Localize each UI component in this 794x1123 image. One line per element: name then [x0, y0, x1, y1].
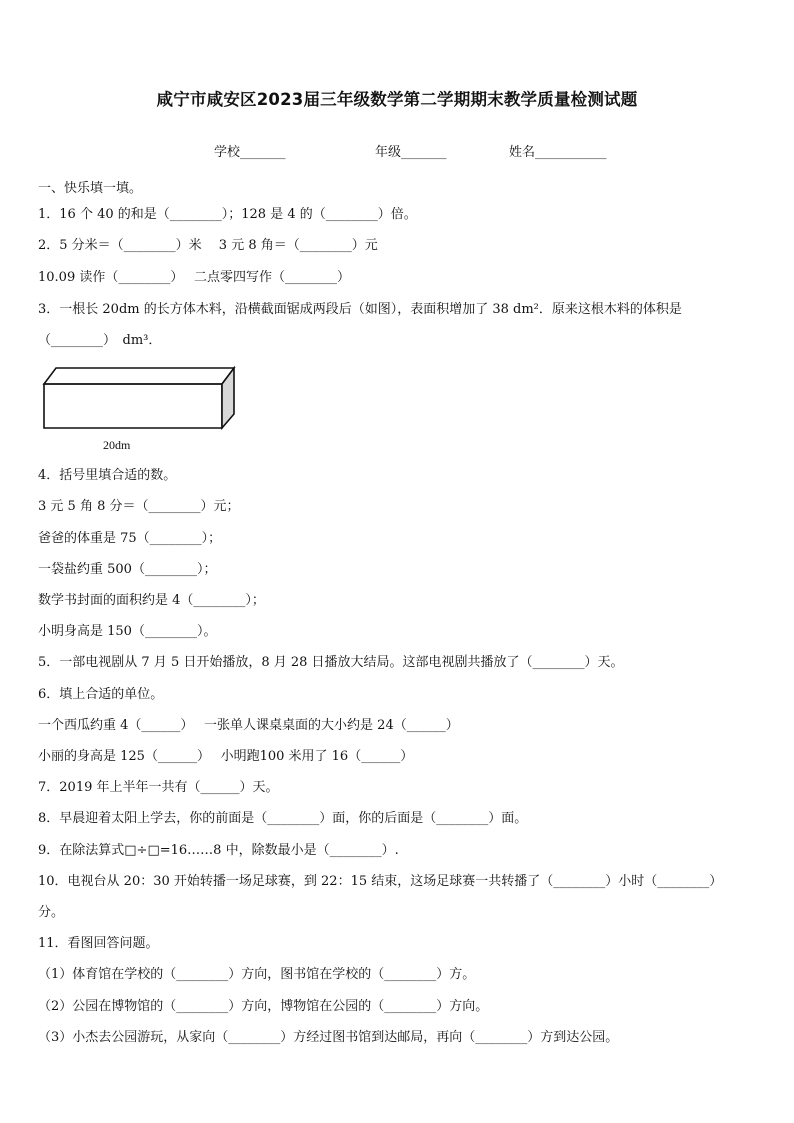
question-4-item: 一袋盐约重 500（________）；: [38, 562, 217, 577]
question-11-part-3: （3）小杰去公园游玩，从家向（________）方经过图书馆到达邮局，再向（________）方到达公园。: [38, 1030, 619, 1045]
cuboid-top-face: [44, 368, 234, 384]
question-10: 10．电视台从 20：30 开始转播一场足球赛，到 22：15 结束，这场足球赛一共转播了（________）小时（________）: [38, 874, 723, 889]
question-3-cont: （________） dm³．: [38, 333, 162, 348]
question-11: 11．看图回答问题。: [38, 936, 159, 951]
page-title: 咸宁市咸安区2023届三年级数学第二学期期末教学质量检测试题: [156, 90, 638, 109]
question-4-item: 小明身高是 150（________）。: [38, 624, 217, 639]
section-heading: 一、快乐填一填。: [38, 181, 143, 196]
question-6-item: 小丽的身高是 125（______） 小明跑100 米用了 16（______）: [38, 749, 414, 764]
question-1: 1．16 个 40 的和是（________）；128 是 4 的（________）倍。: [38, 207, 417, 222]
question-2-cont: 10.09 读作（________） 二点零四写作（________）: [38, 270, 350, 285]
school-field: 学校_______: [214, 145, 286, 160]
question-7: 7．2019 年上半年一共有（______）天。: [38, 780, 279, 795]
cuboid-end-face: [222, 368, 234, 428]
cuboid-figure: [40, 362, 240, 462]
figure-length-label: 20dm: [103, 438, 131, 452]
question-4: 4．括号里填合适的数。: [38, 468, 177, 483]
question-11-part-2: （2）公园在博物馆的（________）方向，博物馆在公园的（________）方向。: [38, 999, 489, 1014]
question-9: 9．在除法算式□÷□=16……8 中，除数最小是（________）.: [38, 843, 399, 858]
grade-field: 年级_______: [375, 145, 447, 160]
question-8: 8．早晨迎着太阳上学去，你的前面是（________）面，你的后面是（________）面。: [38, 811, 528, 826]
question-4-item: 数学书封面的面积约是 4（________）；: [38, 593, 265, 608]
question-2: 2．5 分米＝（________）米 3 元 8 角＝（________）元: [38, 238, 378, 253]
question-4-item: 3 元 5 角 8 分＝（________）元；: [38, 499, 240, 514]
question-6-item: 一个西瓜约重 4（______） 一张单人课桌桌面的大小约是 24（______）: [38, 718, 459, 733]
question-3: 3．一根长 20dm 的长方体木料，沿横截面锯成两段后（如图），表面积增加了 38 dm²．原来这根木料的体积是: [38, 302, 682, 317]
name-field: 姓名___________: [509, 145, 607, 160]
question-5: 5．一部电视剧从 7 月 5 日开始播放，8 月 28 日播放大结局。这部电视剧共播放了（________）天。: [38, 655, 624, 670]
question-11-part-1: （1）体育馆在学校的（________）方向，图书馆在学校的（________）方。: [38, 967, 476, 982]
question-6: 6．填上合适的单位。: [38, 687, 164, 702]
cuboid-front-face: [44, 384, 222, 428]
question-10-cont: 分。: [38, 905, 65, 920]
question-4-item: 爸爸的体重是 75（________）；: [38, 531, 222, 546]
